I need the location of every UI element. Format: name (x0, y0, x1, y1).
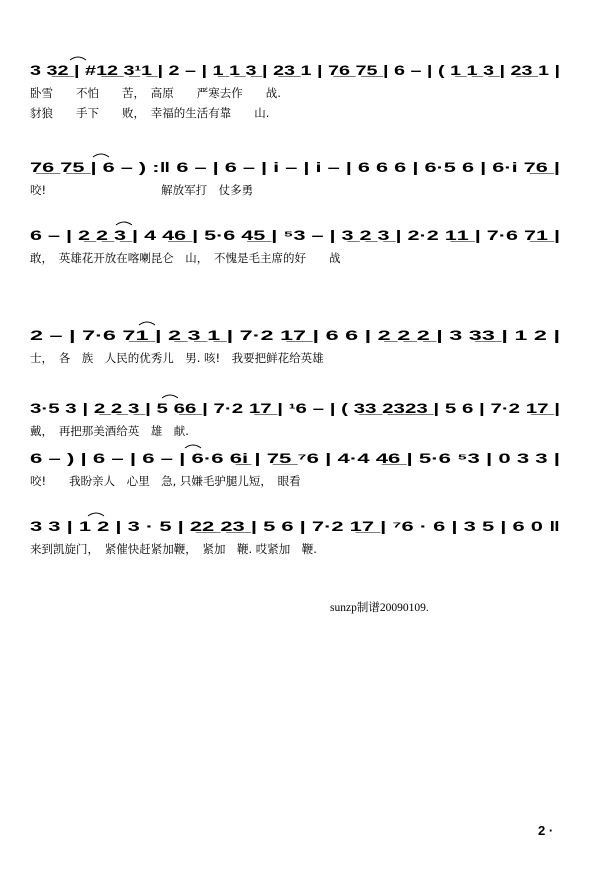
slur-mark (139, 322, 155, 325)
lyric-line: 卧雪 不怕 苦， 高原 严寒去作 战. (30, 86, 281, 100)
slur-mark (93, 154, 109, 157)
music-system (30, 513, 560, 556)
slur-mark (162, 395, 178, 398)
lyric-line: 豺狼 手下 败， 幸福的生活有靠 山. (30, 106, 270, 120)
notation-line: 2 – | 7·6 7̲1̲ | 2̲ 3̲ 1̲ | 7·2 1̲7̲ | 6 6 | 2̲ 2̲ 2̲ | 3 3̲3̲ | 1 2 | (30, 327, 560, 343)
lyric-line: 来到凯旋门， 紧催快赶紧加鞭， 紧加 鞭. 哎紧加 鞭. (30, 542, 317, 556)
notation-line: 6 – | 2̲ 2̲ 3̲ | 4 4̲6̲ | 5·6 4̲5̲ | ⁵3 – | 3̲ 2̲ 3̲ | 2·2 1̲1̲ | 7·6 7̲1̲ | (30, 227, 560, 243)
lyric-line: 咬! 解放军打 仗多勇 (30, 183, 254, 197)
music-system (30, 395, 560, 438)
music-system (30, 154, 560, 197)
music-system (30, 222, 560, 265)
notation-line: 3·5 3 | 2̲ 2̲ 3̲ | 5 6̲6̲ | 7·2 1̲7̲ | ¹6 – | ( 3̲3̲ 2̲3̲2̲3̲ | 5 6 | 7·2 1̲7̲ | (30, 400, 560, 416)
lyric-line: 戴， 再把那美酒给英 雄 献. (30, 424, 189, 438)
lyric-line: 咬! 我盼亲人 心里 急, 只嫌毛驴腿儿短， 眼看 (30, 474, 301, 488)
music-system (30, 57, 560, 120)
notation-line: 6 – ) | 6 – | 6 – | 6·6 6̲i̲ | 7̲5̲ ⁷6 | 4·4 4̲6̲ | 5·6 ⁵3 | 0 3 3 | (30, 450, 560, 466)
notation-line: 7̲6̲ 7̲5̲ | 6 – ) :‖ 6 – | 6 – | i – | i – | 6 6 6 | 6·5 6 | 6·i 7̲6̲ | (30, 159, 560, 175)
notation-line: 3 3̲2̲ | #1̲2̲ 3̲¹1̲ | 2 – | 1̲ 1̲ 3̲ | 2̲3̲ 1 | 7̲6̲ 7̲5̲ | 6 – | ( 1̲ 1̲ 3̲ | 2̲3̲ 1 | (30, 62, 560, 78)
slur-mark (185, 445, 201, 448)
credit-line: sunzp制谱20090109. (330, 602, 429, 614)
lyric-line: 士， 各 族 人民的优秀儿 男. 咳! 我要把鲜花给英雄 (30, 351, 324, 365)
notation-line: 3 3 | 1 2 | 3 · 5 | 2̲2̲ 2̲3̲ | 5 6 | 7·2 1̲7̲ | ⁷6 · 6 | 3 5 | 6 0 ‖ (30, 518, 560, 534)
page-number: 2 · (538, 823, 554, 838)
slur-mark (116, 222, 132, 225)
lyric-line: 敢， 英雄花开放在喀喇昆仑 山， 不愧是毛主席的好 战 (30, 251, 341, 265)
slur-mark (70, 57, 86, 60)
music-system (30, 445, 560, 488)
music-system (30, 322, 560, 365)
slur-mark (88, 513, 104, 516)
